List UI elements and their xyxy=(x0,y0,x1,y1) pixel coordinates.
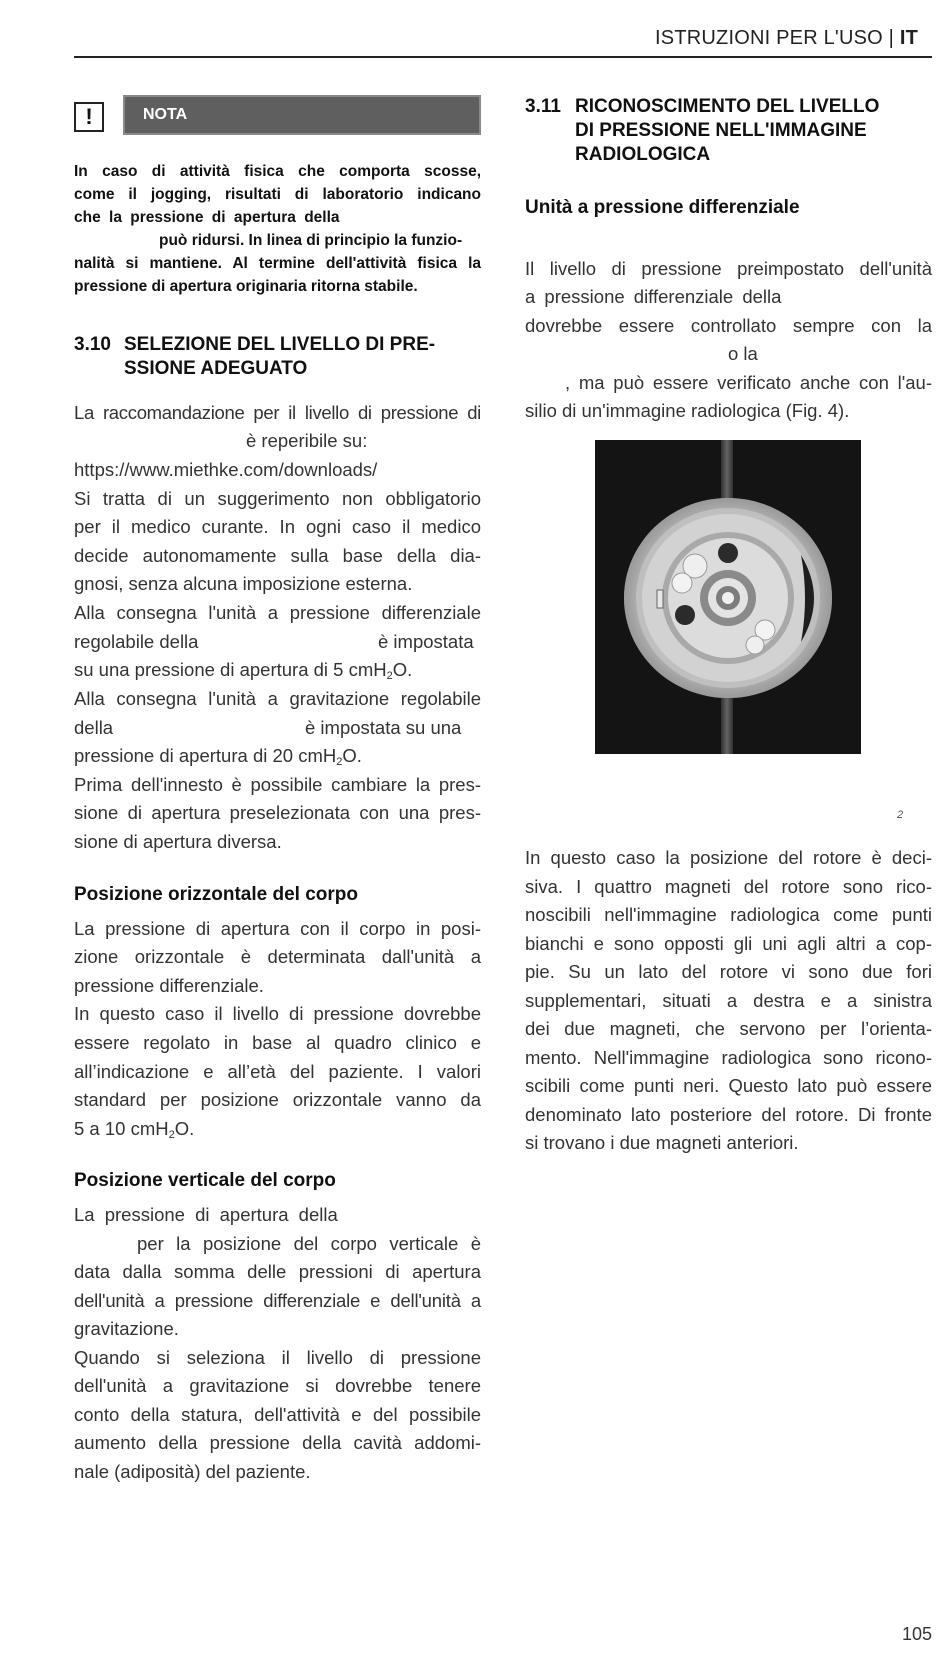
body-line: Alla consegna l'unità a gravitazione regolabile xyxy=(74,688,481,709)
body-line: Quando si seleziona il livello di pressione xyxy=(74,1347,481,1368)
body-line: La pressione di apertura con il corpo in posi- xyxy=(74,918,481,939)
body-line: su una pressione di apertura di 5 cmH$_2$O. xyxy=(74,659,413,682)
note-label: NOTA xyxy=(123,95,481,135)
xray-image xyxy=(595,440,861,754)
body-line: è impostata su una xyxy=(305,717,462,738)
note-line: che la pressione di apertura della xyxy=(74,209,340,226)
figure-note: 2 xyxy=(897,809,904,821)
body-line: 5 a 10 cmH$_2$O. xyxy=(74,1118,195,1141)
body-line: gnosi, senza alcuna imposizione esterna. xyxy=(74,573,413,594)
body-line: noscibili nell'immagine radiologica come punti xyxy=(525,904,932,925)
body-line: dovrebbe essere controllato sempre con la xyxy=(525,315,932,336)
body-line: siva. I quattro magneti del rotore sono rico- xyxy=(525,876,932,897)
body-line: Si tratta di un suggerimento non obbligatorio xyxy=(74,488,481,509)
body-line: standard per posizione orizzontale vanno da xyxy=(74,1089,481,1110)
body-line: gravitazione. xyxy=(74,1318,179,1339)
body-line: silio di un'immagine radiologica (Fig. 4). xyxy=(525,400,850,421)
body-line: La raccomandazione per il livello di pressione di xyxy=(74,402,481,423)
body-line: In questo caso il livello di pressione dovrebbe xyxy=(74,1003,481,1024)
note-line: come il jogging, risultati di laboratorio indicano xyxy=(74,186,481,203)
body-line: data dalla somma delle pressioni di apertura xyxy=(74,1261,481,1282)
body-line: essere regolato in base al quadro clinico e xyxy=(74,1032,481,1053)
note-line: pressione di apertura originaria ritorna stabile. xyxy=(74,278,418,295)
body-line: sione di apertura preselezionata con una pres- xyxy=(74,802,481,823)
body-line: pressione di apertura di 20 cmH$_2$O. xyxy=(74,745,362,768)
body-line: sione di apertura diversa. xyxy=(74,831,282,852)
url-text: https://www.miethke.com/downloads/ xyxy=(74,459,378,480)
header-title: ISTRUZIONI PER L'USO xyxy=(655,27,883,49)
warning-icon: ! xyxy=(74,102,104,132)
body-line: Alla consegna l'unità a pressione differenziale xyxy=(74,602,481,623)
subheading-differential: Unità a pressione differenziale xyxy=(525,197,800,218)
section-number: 3.11 xyxy=(525,96,561,117)
body-line: o la xyxy=(728,343,758,364)
note-line: nalità si mantiene. Al termine dell'attività fisica la xyxy=(74,255,481,272)
body-line: dell'unità a gravitazione si dovrebbe tenere xyxy=(74,1375,481,1396)
header-language: IT xyxy=(899,27,918,49)
body-line: è impostata xyxy=(378,631,474,652)
body-line: conto della statura, dell'attività e del possibile xyxy=(74,1404,481,1425)
note-line: può ridursi. In linea di principio la funzio- xyxy=(159,232,463,249)
subheading-horizontal: Posizione orizzontale del corpo xyxy=(74,884,358,905)
body-line: scibili come punti neri. Questo lato può essere xyxy=(525,1075,932,1096)
body-line: zione orizzontale è determinata dall'unità a xyxy=(74,946,481,967)
body-line: a pressione differenziale della xyxy=(525,286,782,307)
body-line: Il livello di pressione preimpostato dell'unità xyxy=(525,258,932,279)
body-line: , ma può essere verificato anche con l'au- xyxy=(565,372,932,393)
section-title-line: RADIOLOGICA xyxy=(575,144,711,165)
page-number: 105 xyxy=(902,1624,933,1644)
section-title-line: SELEZIONE DEL LIVELLO DI PRE- xyxy=(124,334,436,355)
body-line: è reperibile su: xyxy=(246,430,368,451)
body-line: dei due magneti, che servono per l’orienta- xyxy=(525,1018,932,1039)
section-title-line: SSIONE ADEGUATO xyxy=(124,358,308,379)
section-title-line: RICONOSCIMENTO DEL LIVELLO xyxy=(575,96,880,117)
header-rule xyxy=(74,56,932,58)
body-line: all’indicazione e all’età del paziente. I valori xyxy=(74,1061,481,1082)
body-line: supplementari, situati a destra e a sinistra xyxy=(525,990,932,1011)
body-line: per il medico curante. In ogni caso il medico xyxy=(74,516,481,537)
body-line: aumento della pressione della cavità addomi- xyxy=(74,1432,481,1453)
body-line: decide autonomamente sulla base della dia- xyxy=(74,545,481,566)
note-line: In caso di attività fisica che comporta scosse, xyxy=(74,163,481,180)
body-line: pressione differenziale. xyxy=(74,975,264,996)
body-line: pie. Su un lato del rotore vi sono due fori xyxy=(525,961,932,982)
body-line: mento. Nell'immagine radiologica sono ricono- xyxy=(525,1047,932,1068)
header-separator: | xyxy=(882,27,900,49)
xray-valve-graphic xyxy=(595,440,861,754)
body-line: per la posizione del corpo verticale è xyxy=(137,1233,481,1254)
section-title-line: DI PRESSIONE NELL'IMMAGINE xyxy=(575,120,867,141)
subheading-vertical: Posizione verticale del corpo xyxy=(74,1170,336,1191)
running-header xyxy=(655,27,918,50)
body-line: Prima dell'innesto è possibile cambiare la pres- xyxy=(74,774,481,795)
body-line: La pressione di apertura della xyxy=(74,1204,338,1225)
section-number: 3.10 xyxy=(74,334,111,355)
body-line: dell'unità a pressione differenziale e dell'unità a xyxy=(74,1290,481,1311)
body-line: bianchi e sono opposti gli uni agli altri a cop- xyxy=(525,933,932,954)
body-line: nale (adiposità) del paziente. xyxy=(74,1461,311,1482)
body-line: della xyxy=(74,717,114,738)
body-line: si trovano i due magneti anteriori. xyxy=(525,1132,799,1153)
body-line: In questo caso la posizione del rotore è deci- xyxy=(525,847,932,868)
body-line: denominato lato posteriore del rotore. Di fronte xyxy=(525,1104,932,1125)
body-line: regolabile della xyxy=(74,631,199,652)
